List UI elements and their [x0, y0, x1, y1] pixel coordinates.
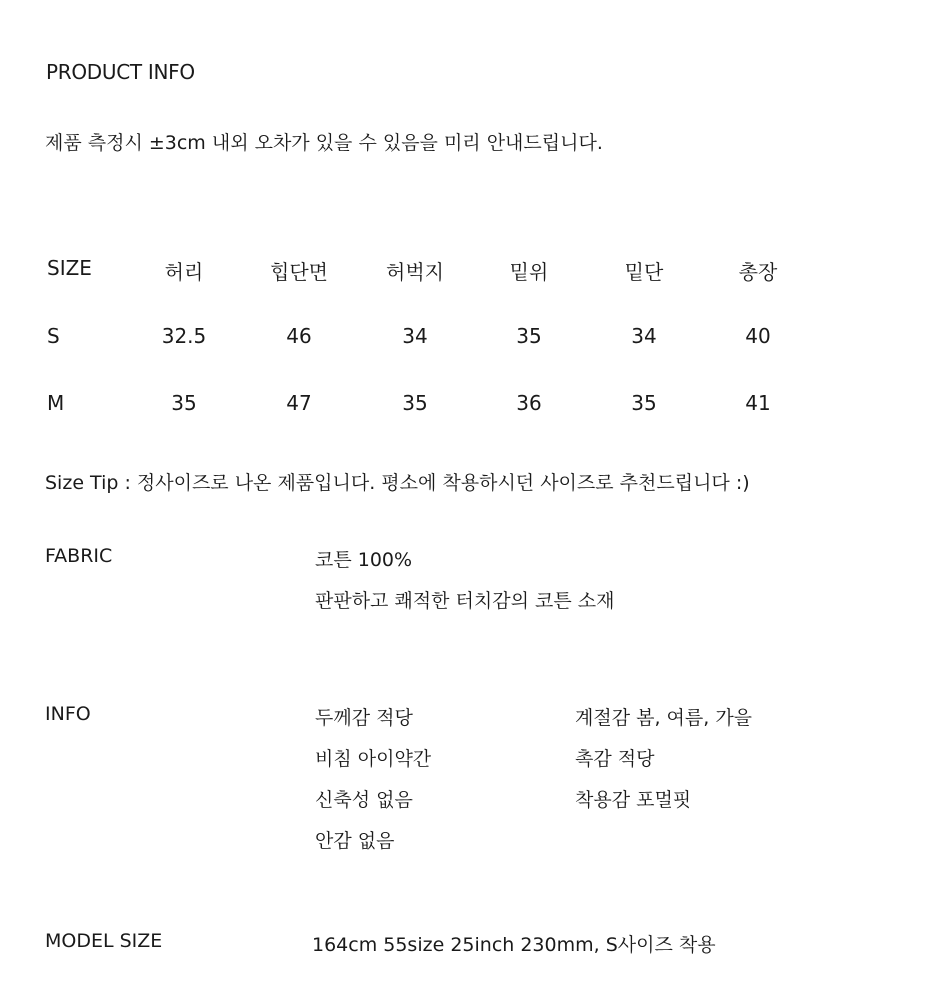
- info-item: 비침 아이약간: [315, 748, 432, 770]
- fabric-label: FABRIC: [45, 545, 113, 567]
- info-item: 착용감 포멀핏: [575, 789, 692, 811]
- info-item: 계절감 봄, 여름, 가을: [575, 707, 753, 729]
- table-cell: 35: [631, 391, 657, 415]
- table-cell: 32.5: [161, 324, 207, 348]
- size-header-label: SIZE: [47, 256, 92, 280]
- size-row-label: S: [47, 324, 60, 348]
- product-info-title: PRODUCT INFO: [46, 60, 195, 84]
- table-cell: 35: [171, 391, 197, 415]
- table-cell: 46: [286, 324, 312, 348]
- table-cell: 35: [516, 324, 542, 348]
- column-header: 총장: [738, 260, 778, 284]
- table-cell: 47: [286, 391, 312, 415]
- fabric-line: 판판하고 쾌적한 터치감의 코튼 소재: [315, 590, 615, 612]
- column-header: 허벅지: [386, 260, 444, 284]
- table-cell: 41: [745, 391, 771, 415]
- info-item: 두께감 적당: [315, 707, 413, 729]
- table-cell: 34: [402, 324, 428, 348]
- table-cell: 36: [516, 391, 542, 415]
- column-header: 힙단면: [270, 260, 328, 284]
- info-item: 신축성 없음: [315, 789, 413, 811]
- info-item: 안감 없음: [315, 830, 395, 852]
- column-header: 밑위: [509, 260, 549, 284]
- size-tip: Size Tip : 정사이즈로 나온 제품입니다. 평소에 착용하시던 사이즈로 추천드립니다 :): [45, 472, 750, 494]
- table-cell: 35: [402, 391, 428, 415]
- measurement-notice: 제품 측정시 ±3cm 내외 오차가 있을 수 있음을 미리 안내드립니다.: [45, 132, 603, 154]
- column-header: 허리: [164, 260, 204, 284]
- info-item: 촉감 적당: [575, 748, 655, 770]
- column-header: 밑단: [624, 260, 664, 284]
- info-label: INFO: [45, 703, 91, 725]
- size-row-label: M: [47, 391, 65, 415]
- model-size-label: MODEL SIZE: [45, 930, 163, 952]
- table-cell: 34: [631, 324, 657, 348]
- table-cell: 40: [745, 324, 771, 348]
- fabric-line: 코튼 100%: [315, 549, 413, 571]
- model-size-value: 164cm 55size 25inch 230mm, S사이즈 착용: [312, 934, 716, 956]
